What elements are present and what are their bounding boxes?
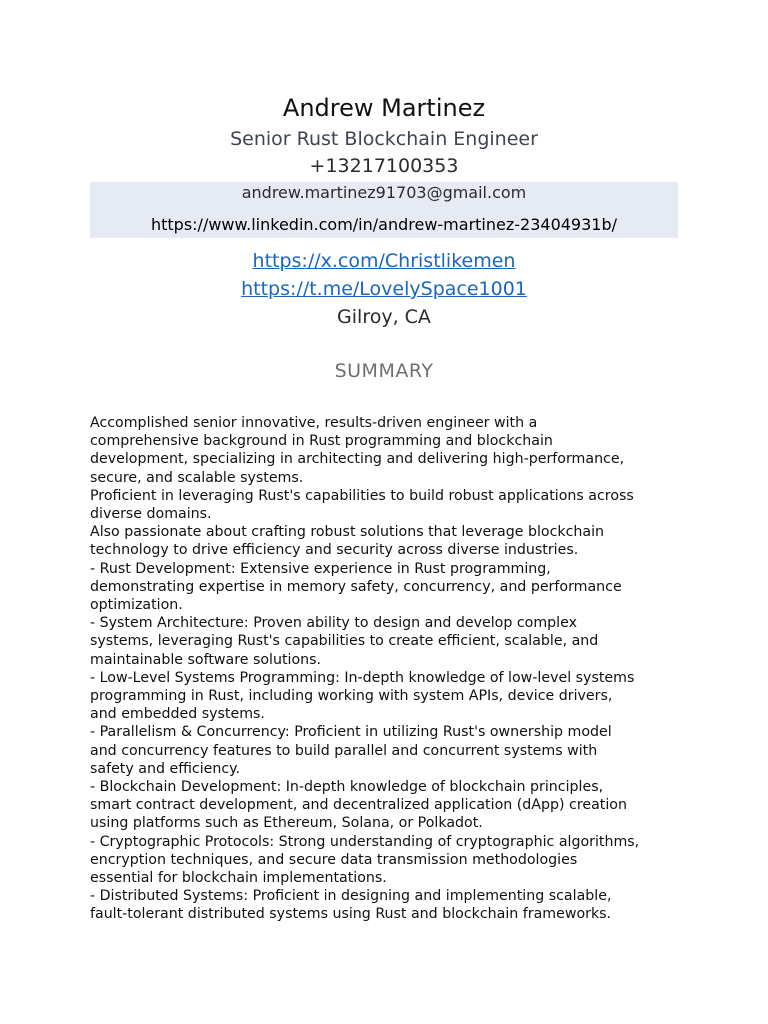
contact-band <box>90 182 678 238</box>
linkedin-url: https://www.linkedin.com/in/andrew-martinez-23404931b/ <box>150 215 618 234</box>
telegram-link[interactable]: https://t.me/LovelySpace1001 <box>241 278 527 300</box>
location: Gilroy, CA <box>337 306 431 328</box>
candidate-name: Andrew Martinez <box>282 94 486 122</box>
summary-heading: SUMMARY <box>334 360 434 382</box>
resume-header <box>90 92 678 331</box>
email-address: andrew.martinez91703@gmail.com <box>241 183 527 202</box>
summary-text: Accomplished senior innovative, results-driven engineer with a comprehensive background in Rust programming and blockchain development, specializing in architecting and delivering high-performance, secure, and scalable systems. Proficient in leveraging Rust's capabilities to build robust applications across diverse domains. Also passionate about crafting robust solutions that leverage blockchain technology to drive efficiency and security across diverse industries. - Rust Development: Extensive experience in Rust programming, demonstrating expertise in memory safety, concurrency, and performance optimization. - System Architecture: Proven ability to design and develop complex systems, leveraging Rust's capabilities to create efficient, scalable, and maintainable software solutions. - Low-Level Systems Programming: In-depth knowledge of low-level systems programming in Rust, including working with system APIs, device drivers, and embedded systems. - Parallelism & Concurrency: Proficient in utilizing Rust's ownership model and concurrency features to build parallel and concurrent systems with safety and efficiency. - Blockchain Development: In-depth knowledge of blockchain principles, smart contract development, and decentralized application (dApp) creation using platforms such as Ethereum, Solana, or Polkadot. - Cryptographic Protocols: Strong understanding of cryptographic algorithms, encryption techniques, and secure data transmission methodologies essential for blockchain implementations. - Distributed Systems: Proficient in designing and implementing scalable, fault-tolerant distributed systems using Rust and blockchain frameworks. <box>90 415 640 923</box>
job-title: Senior Rust Blockchain Engineer <box>230 128 538 150</box>
twitter-link[interactable]: https://x.com/Christlikemen <box>252 250 516 272</box>
social-links <box>90 247 678 303</box>
phone-number: +13217100353 <box>309 155 459 177</box>
